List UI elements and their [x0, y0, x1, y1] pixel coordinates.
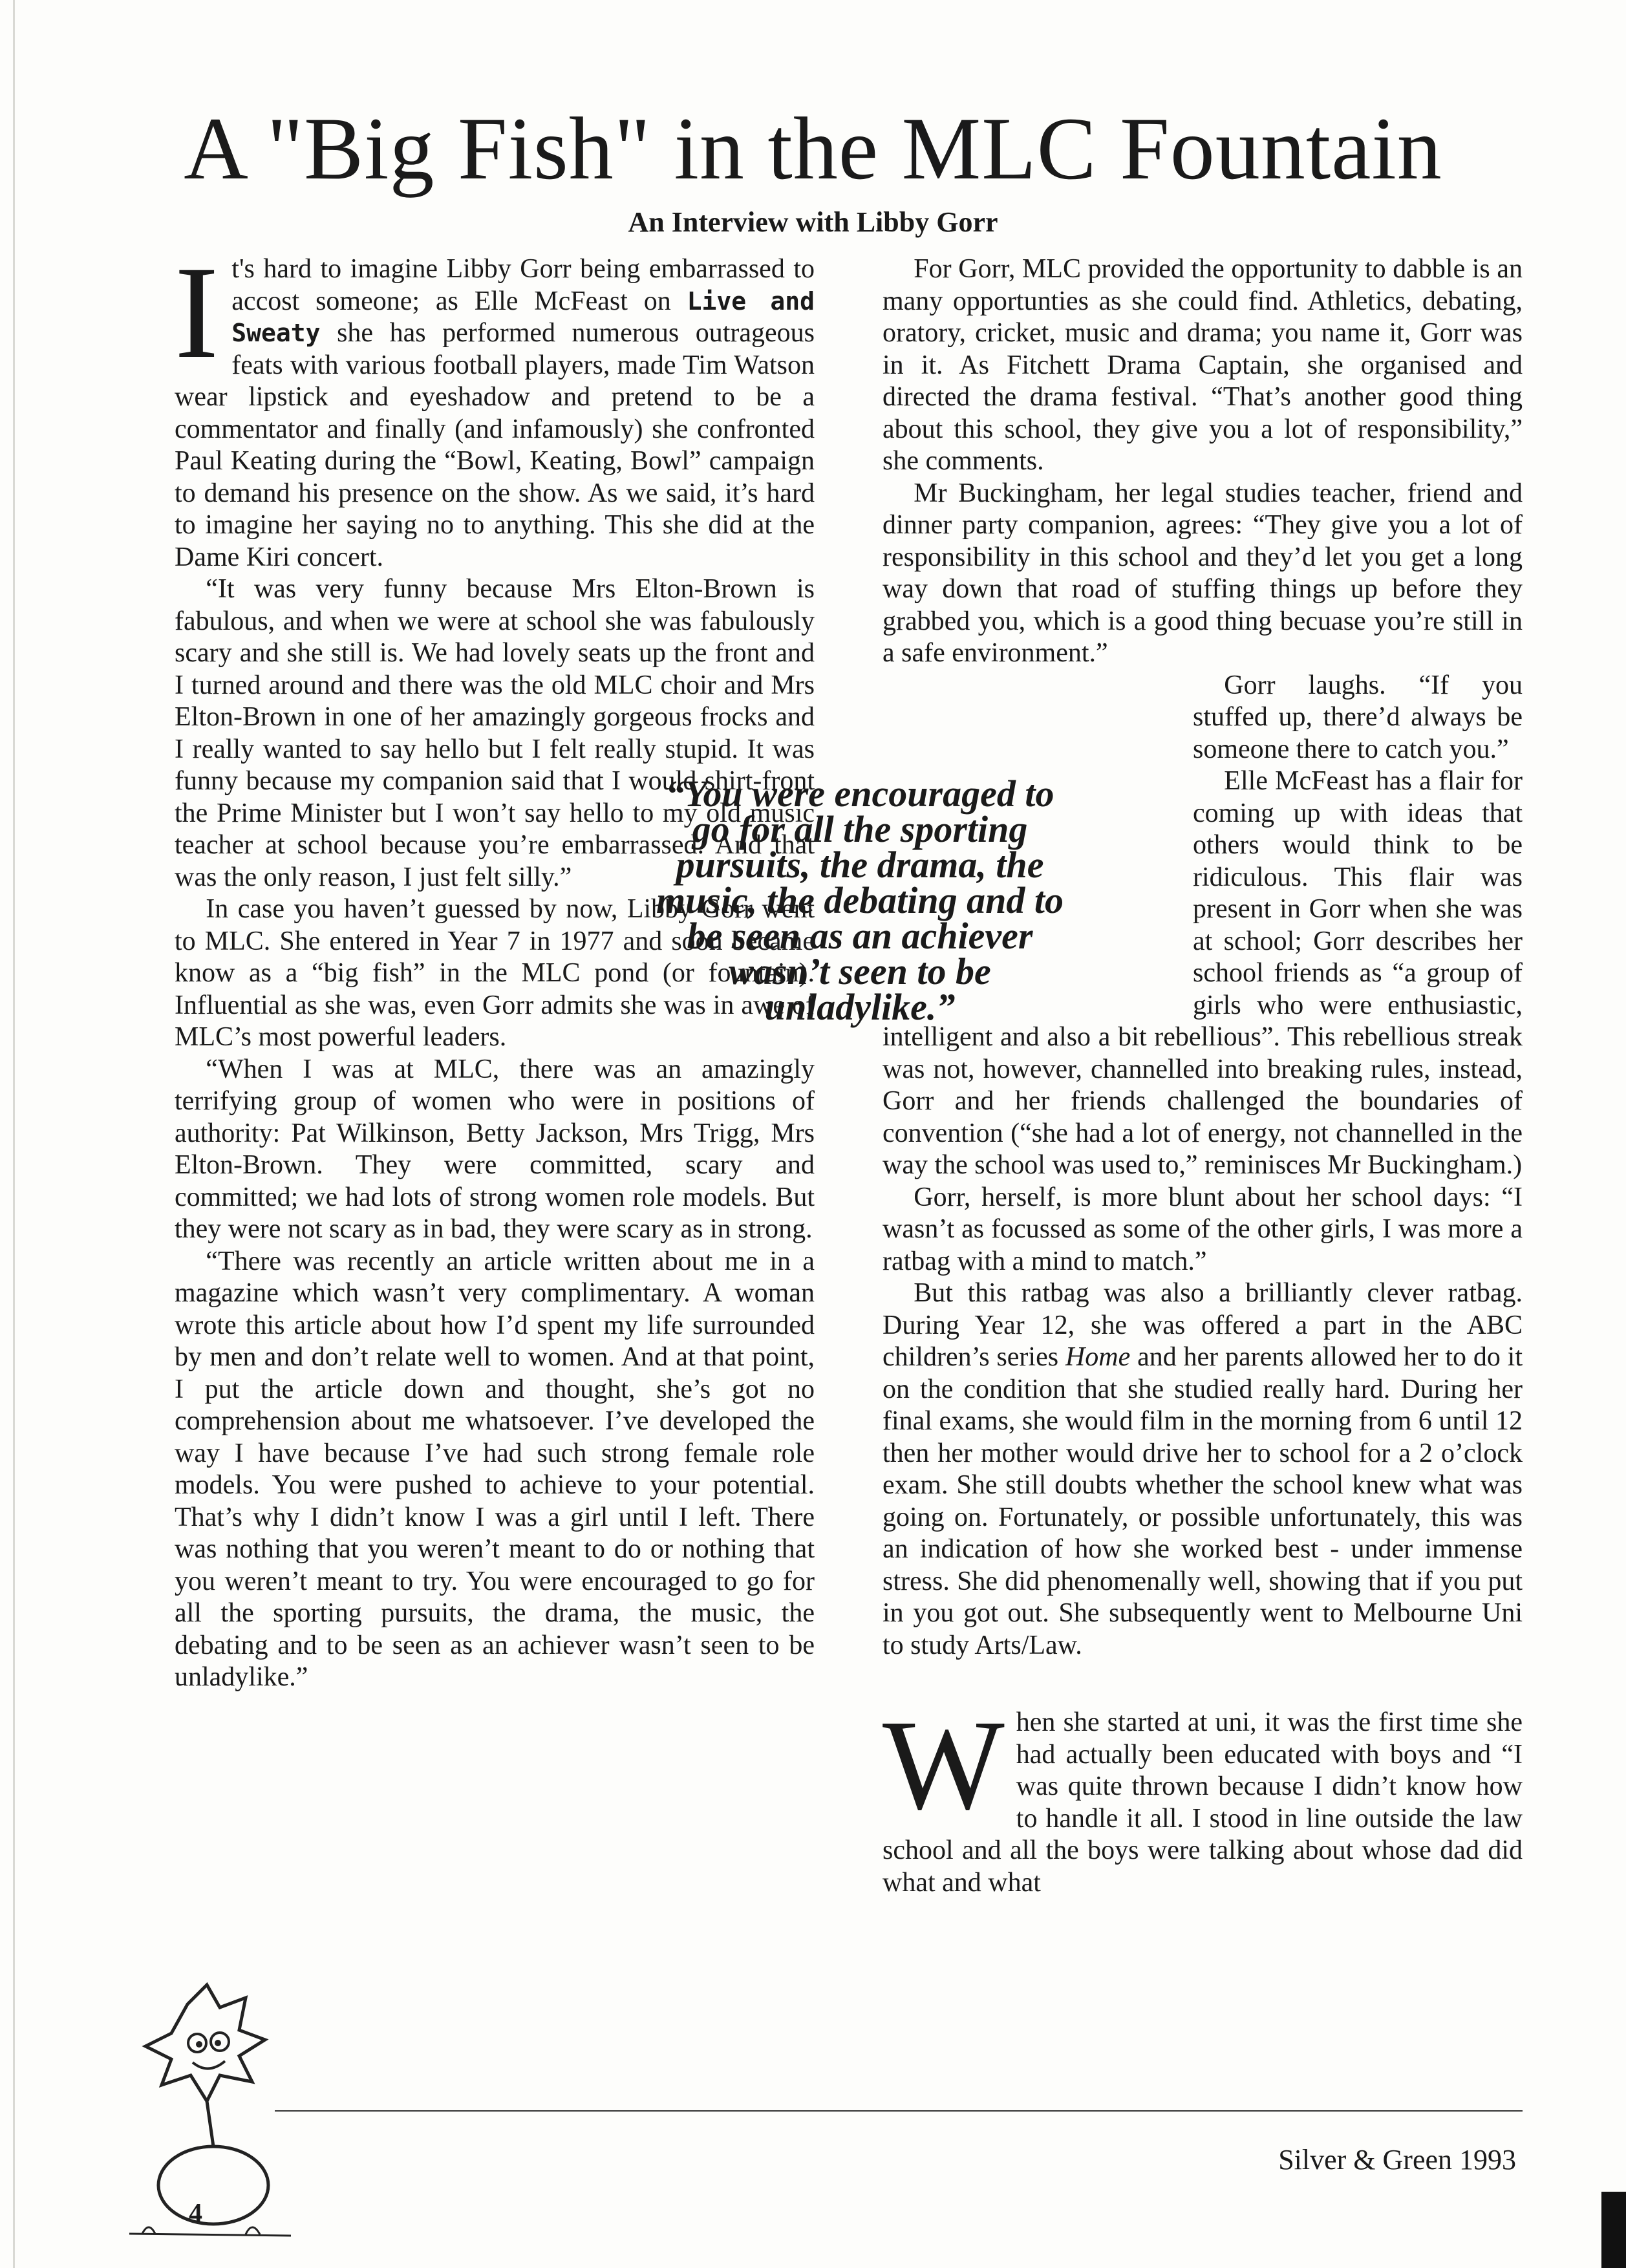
article-subtitle: An Interview with Libby Gorr [628, 206, 998, 238]
paragraph-text: and her parents allowed her to do it on the condition that she studied really hard. During her final exams, she would film in the morning from 6 until 12 then her mother would drive her to school for a 2 o’clock exam. She still doubts whether the school knew what was going on. Fortunately, or possible unfortunately, this was an indication of how she worked best - under immense stress. She did phenomenally well, showing that if you put in you got out. She subsequently went to Melbourne Uni to study Arts/Law. [883, 1342, 1523, 1660]
right-column [883, 253, 1523, 1899]
show-name: Home [1065, 1342, 1131, 1372]
paragraph: Gorr, herself, is more blunt about her school days: “I wasn’t as focussed as some of the other girls, I was more a ratbag with a mind to match.” [883, 1182, 1523, 1276]
paragraph-text: she has performed numerous outrageous feats with various football players, made Tim Watson wear lipstick and eyeshadow and pretend to be a commentator and finally (and infamously) she confronted Paul Keating during the “Bowl, Keating, Bowl” campaign to demand his presence on the show. As we said, it’s hard to imagine her saying no to anything. This she did at the Dame Kiri concert. [175, 318, 815, 572]
paragraph: Gorr laughs. “If you stuffed up, there’d always be someone there to catch you.” [1193, 670, 1523, 764]
pull-quote-text: “You were encouraged to go for all the sporting pursuits, the drama, the music, the debating and to be seen as an achiever wasn’t seen to be unladylike.” [656, 773, 1064, 1028]
footer-rule [275, 2110, 1523, 2112]
article-title: A "Big Fish" in the MLC Fountain [184, 99, 1442, 198]
paragraph [883, 1278, 1523, 1662]
paragraph: “When I was at MLC, there was an amazingly terrifying group of women who were in positions of authority: Pat Wilkinson, Betty Jackson, Mrs Trigg, Mrs Elton-Brown. They were committed, scary and committed; we had lots of strong women role models. But they were not scary as in bad, they were scary as in strong. [175, 1054, 815, 1244]
paragraph-text: But this ratbag was also a brilliantly clever ratbag. During Year 12, she was offered a part in the ABC children’s series [883, 1278, 1523, 1372]
paragraph-text: t's hard to imagine Libby Gorr being embarrassed to accost someone; as Elle McFeast on [231, 254, 815, 316]
corner-mark [1601, 2192, 1626, 2268]
page-number: 4 [189, 2199, 202, 2229]
paragraph: For Gorr, MLC provided the opportunity to dabble is an many opportunties as she could find. Athletics, debating, oratory, cricket, music and drama; you name it, Gorr was in it. As Fitchett Drama Captain, she organised and directed the drama festival. “That’s another good thing about this school, they give you a lot of responsibility,” she comments. [883, 254, 1523, 476]
page-binding-edge [13, 0, 15, 2268]
paragraph-text: “It was very funny because Mrs Elton-Brown is fabulous, and when we were at school she was fabulously scary and she still is. We had lovely seats up the front and I turned around and there was the old MLC choir and Mrs Elton-Brown in one of her amazingly gorgeous frocks and I really wanted to say hello but I felt really stupid. It was funny because my companion said that I would shirt-front the Prime Minister but I won’t say hello to my old music teacher at school because you’re embarrassed. And that was the only reason, I just felt silly.” [175, 574, 815, 892]
paragraph: In case you haven’t guessed by now, Libby Gorr went to MLC. She entered in Year 7 in 1977 and soon became know as a “big fish” in the MLC pond (or fountain). Influential as she was, even Gorr admits she was in awe of MLC’s most powerful leaders. [175, 894, 815, 1052]
paragraph-text: hen she started at uni, it was the first time she had actually been educated with boys and “I was quite thrown because I didn’t know how to handle it all. I stood in line outside the law school and all the boys were talking about whose dad did what and what [883, 1707, 1523, 1898]
paragraph: “There was recently an article written about me in a magazine which wasn’t very complimentary. A woman wrote this article about how I’d spent my life surrounded by men and don’t relate well to women. And at that point, I put the article down and thought, she’s got no comprehension about me whatsoever. I’ve developed the way I have because I’ve had such strong female role models. You were pushed to achieve to your potential. That’s why I didn’t know I was a girl until I left. There was nothing that you weren’t meant to do or nothing that you weren’t meant to try. You were encouraged to go for all the sporting pursuits, the drama, the music, the debating and to be seen as an achiever wasn’t seen to be unladylike.” [175, 1246, 815, 1692]
show-name: Live and Sweaty [231, 286, 815, 347]
paragraph: Mr Buckingham, her legal studies teacher, friend and dinner party companion, agrees: “They give you a lot of responsibility in this school and they’d let you get a long way down that road of stuffing things up before they grabbed you, which is a good thing becuase you’re still in a safe environment.” [883, 478, 1523, 668]
paragraph [175, 239, 815, 573]
paragraph: Elle McFeast has a flair for coming up with ideas that others would think to be ridiculous. This flair was present in Gorr when she was at school; Gorr describes her school friends as “a group of girls who were enthusiastic, intelligent and also a bit rebellious”. This rebellious streak was not, however, channelled into breaking rules, instead, Gorr and her friends challenged the boundaries of convention (“she had a lot of energy, not channelled in the way the school was used to,” reminisces Mr Buckingham.) [883, 766, 1523, 1180]
pull-quote [650, 773, 1070, 1028]
drop-cap: I [175, 239, 219, 386]
drop-cap: W [883, 1694, 1005, 1837]
publication-footer: Silver & Green 1993 [1278, 2144, 1516, 2176]
paragraph [883, 1694, 1523, 1899]
